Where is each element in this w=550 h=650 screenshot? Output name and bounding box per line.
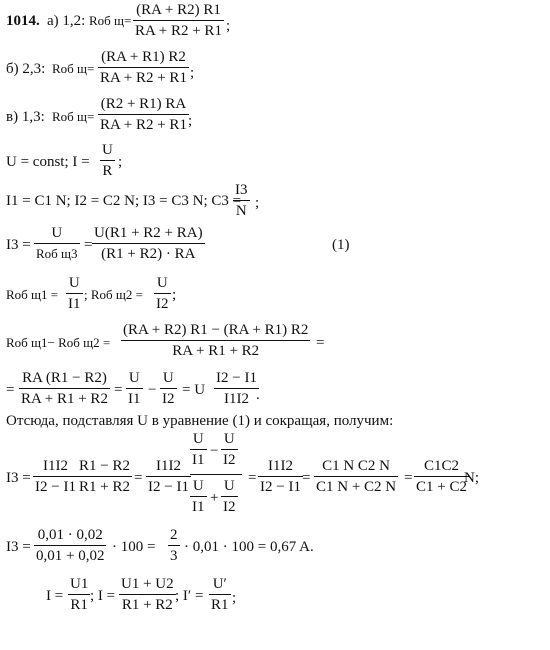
rob-mid: ; Rоб щ2 = <box>84 287 143 302</box>
case-a-fraction: $\frac{(RA + R2) R1}{RA + R2 + R1}$ <box>135 2 222 39</box>
last-tail: ; <box>232 590 237 606</box>
eq1-fraction-1: U Rоб щ3 <box>36 225 78 261</box>
big-fraction-d: $\frac{I1I2}{I2 - I1}$ <box>260 458 301 495</box>
ohm-tail: ; <box>118 154 123 170</box>
currents-tail: ; <box>255 195 260 211</box>
diff2-fraction-2: $\frac{U}{I1}$ <box>128 370 141 407</box>
rob-fraction-1: $\frac{U}{I1}$ <box>68 275 81 312</box>
diff2-fraction-1: $\frac{RA (R1 - R2)}{RA + R1 + R2}$ <box>21 370 108 407</box>
numeric-fraction: $\frac{0,01 \cdot 0,02}{0,01 + 0,02}$ <box>36 527 105 564</box>
c3-fraction: $\frac{I3}{N}$ <box>235 182 248 219</box>
case-a-tail: ; <box>226 18 231 34</box>
diff2-eq-1: = <box>114 382 123 398</box>
diff2-eq-2: = U <box>182 382 206 398</box>
ohm-fraction: $\frac{U}{R}$ <box>102 142 113 179</box>
big-eq-3: = <box>302 470 311 486</box>
diff2-fraction-4: $\frac{I2 - I1}{I1I2}$ <box>216 370 257 407</box>
big-eq-2: = <box>248 470 257 486</box>
diff-fraction: $\frac{(RA + R2) R1 - (RA + R1) R2}{RA + R1 + R2}$ <box>123 322 309 359</box>
case-c-lhs: Rоб щ= <box>52 109 95 124</box>
numeric-fraction-2: $\frac{2}{3}$ <box>170 527 178 564</box>
case-c-tail: ; <box>188 113 193 129</box>
last-fraction-1: $\frac{U1}{R1}$ <box>70 576 89 613</box>
big-compound-fraction <box>190 432 242 518</box>
case-a-lhs: Rоб щ= <box>89 13 132 28</box>
diff2-tail: . <box>256 387 260 403</box>
last-sep-1: ; I = <box>90 588 116 604</box>
last-fraction-3: $\frac{U'}{R1}$ <box>211 576 229 613</box>
eq1-equals: = <box>84 237 93 253</box>
diff2-fraction-3: $\frac{U}{I2}$ <box>162 370 175 407</box>
diff2-minus: − <box>148 382 157 398</box>
rob-tail: ; <box>172 287 177 303</box>
case-b-lhs: Rоб щ= <box>52 61 95 76</box>
sentence: Отсюда, подставляя U в уравнение (1) и сокращая, получим: <box>6 413 394 429</box>
currents-text: I1 = C1 N; I2 = C2 N; I3 = C3 N; C3 = <box>6 193 242 209</box>
diff-lhs: Rоб щ1− Rоб щ2 = <box>6 335 111 350</box>
numeric-tail: · 0,01 · 100 = 0,67 A. <box>184 539 314 555</box>
inner-top-op: − <box>210 443 219 459</box>
inner-bot-right: $\frac{U}{I2}$ <box>223 478 236 515</box>
big-eq-1: = <box>134 470 143 486</box>
inner-top-left: $\frac{U}{I1}$ <box>192 431 205 468</box>
problem-number: 1014. <box>6 13 40 29</box>
big-fraction-c: $\frac{I1I2}{I2 - I1}$ <box>148 458 189 495</box>
diff-tail: = <box>316 335 325 351</box>
ohm-lhs: U = const; I = <box>6 154 90 170</box>
case-a-label: а) 1,2: <box>47 13 86 29</box>
eq1-lhs: I3 = <box>6 237 31 253</box>
case-b-tail: ; <box>190 65 195 81</box>
inner-top-right: $\frac{U}{I2}$ <box>223 431 236 468</box>
case-b-label: б) 2,3: <box>6 61 46 77</box>
compound-bar <box>190 474 242 475</box>
eq1-fraction-2: $\frac{U(R1 + R2 + RA)}{(R1 + R2) \cdot RA}$ <box>94 225 203 262</box>
last-lhs: I = <box>46 588 64 604</box>
big-fraction-f: $\frac{\text{C1 N C2 N}}{C1 N + C2 N}$ <box>316 458 397 495</box>
inner-bot-left: $\frac{U}{I1}$ <box>192 478 205 515</box>
inner-bot-op: + <box>210 490 219 506</box>
big-lhs: I3 = <box>6 470 31 486</box>
case-c-label: в) 1,3: <box>6 109 45 125</box>
rob-fraction-2: $\frac{U}{I2}$ <box>156 275 169 312</box>
eq1-tag: (1) <box>332 237 350 253</box>
last-fraction-2: $\frac{U1 + U2}{R1 + R2}$ <box>121 576 174 613</box>
big-tail: N; <box>464 470 479 486</box>
big-fraction-g: $\frac{C1C2}{C1 + C2}$ <box>416 458 467 495</box>
numeric-lhs: I3 = <box>6 539 31 555</box>
diff2-lhs: = <box>6 382 15 398</box>
case-b-fraction: $\frac{(RA + R1) R2}{RA + R2 + R1}$ <box>100 49 187 86</box>
last-sep-2: ; I′ = <box>175 588 204 604</box>
big-eq-4: = <box>404 470 413 486</box>
big-fraction-b: $\frac{R1 - R2}{R1 + R2}$ <box>79 458 130 495</box>
numeric-mid: · 100 = <box>112 539 156 555</box>
case-c-fraction: $\frac{(R2 + R1) RA}{RA + R2 + R1}$ <box>100 96 187 133</box>
rob-lhs-1: Rоб щ1 = <box>6 287 59 302</box>
big-fraction-a: $\frac{I1I2}{I2 - I1}$ <box>35 458 76 495</box>
